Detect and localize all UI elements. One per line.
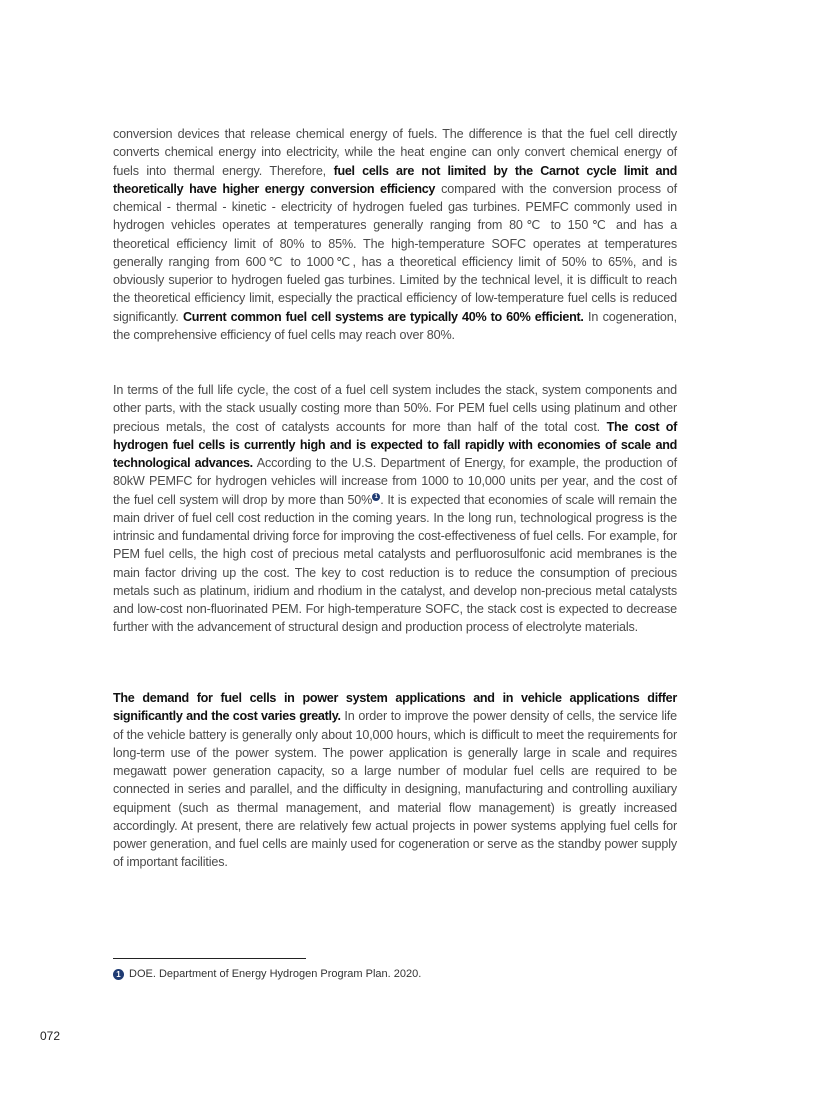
body-text: In cogeneration, the comprehensive efficiency of fuel cells may reach over 80%. — [113, 309, 677, 342]
bold-highlight: fuel cells are not limited by the Carnot cycle limit and theoretically have higher energy conversion efficiency — [113, 163, 678, 196]
bold-highlight: The cost of hydrogen fuel cells is currently high and is expected to fall rapidly with economies of scale and technological advances. — [113, 419, 677, 470]
body-text: In order to improve the power density of cells, the service life of the vehicle battery is generally only about 10,000 hours, which is difficult to meet the requirements for long-term use of the power system. The power application is generally large in scale and requires megawatt power generation capacity, so a large number of modular fuel cells are required to be connected in series and parallel, and the difficulty in designing, manufacturing and controlling auxiliary equipment (such as thermal management, and material flow management) is greatly increased accordingly. At present, there are relatively few actual projects in power systems applying fuel cells for power generation, and fuel cells are mainly used for cogeneration or serve as the standby power supply of important facilities. — [113, 709, 678, 870]
body-text: In terms of the full life cycle, the cost of a fuel cell system includes the stack, system components and other parts, with the stack usually costing more than 50%. For PEM fuel cells using platinum and other precious metals, the cost of catalysts accounts for more than half of the total cost. — [113, 383, 677, 434]
footnote — [113, 968, 421, 980]
bold-highlight: Current common fuel cell systems are typically 40% to 60% efficient. — [183, 309, 584, 324]
paragraph-power-vs-vehicle — [113, 689, 677, 872]
paragraph-fuel-cell-cost — [113, 381, 677, 637]
bold-highlight: The demand for fuel cells in power system applications and in vehicle applications differ significantly and the cost varies greatly. — [113, 691, 677, 724]
body-text: compared with the conversion process of chemical - thermal - kinetic - electricity of hydrogen fueled gas turbines. PEMFC commonly used in hydrogen vehicles operates at temperatures generally ranging from 80℃ to 150℃ and has a theoretical efficiency limit of 80% to 85%. The high-temperature SOFC operates at temperatures generally ranging from 600℃ to 1000℃, has a theoretical efficiency limit of 50% to 65%, and is obviously superior to hydrogen fueled gas turbines. Limited by the technical level, it is difficult to reach the theoretical efficiency limit, especially the practical efficiency of low-temperature fuel cells is reduced significantly. — [113, 181, 677, 324]
footnote-marker: 1 — [113, 969, 124, 980]
footnote-text: DOE. Department of Energy Hydrogen Program Plan. 2020. — [129, 968, 422, 980]
footnote-divider — [113, 958, 306, 959]
paragraph-fuel-cell-efficiency — [113, 125, 677, 344]
body-text: According to the U.S. Department of Energy, for example, the production of 80kW PEMFC for hydrogen vehicles will increase from 1000 to 10,000 units per year, and the cost of the fuel cell system will drop by more than 50% — [113, 456, 678, 507]
body-text: . It is expected that economies of scale will remain the main driver of fuel cell cost reduction in the coming years. In the long run, technological progress is the intrinsic and fundamental driving force for improving the cost-effectiveness of fuel cells. For example, for PEM fuel cells, the high cost of precious metal catalysts and perfluorosulfonic acid membranes is the main factor driving up the cost. The key to cost reduction is to reduce the consumption of precious metals such as platinum, iridium and rhodium in the catalyst, and develop non-precious metal catalysts and low-cost non-fluorinated PEM. For high-temperature SOFC, the stack cost is expected to decrease further with the advancement of structural design and production process of electrolyte materials. — [113, 492, 677, 635]
page-number: 072 — [40, 1029, 61, 1043]
footnote-reference[interactable]: 1 — [372, 493, 380, 501]
body-text: conversion devices that release chemical energy of fuels. The difference is that the fuel cell directly converts chemical energy into electricity, while the heat engine can only convert chemical energy of fuels into thermal energy. Therefore, — [113, 127, 677, 178]
